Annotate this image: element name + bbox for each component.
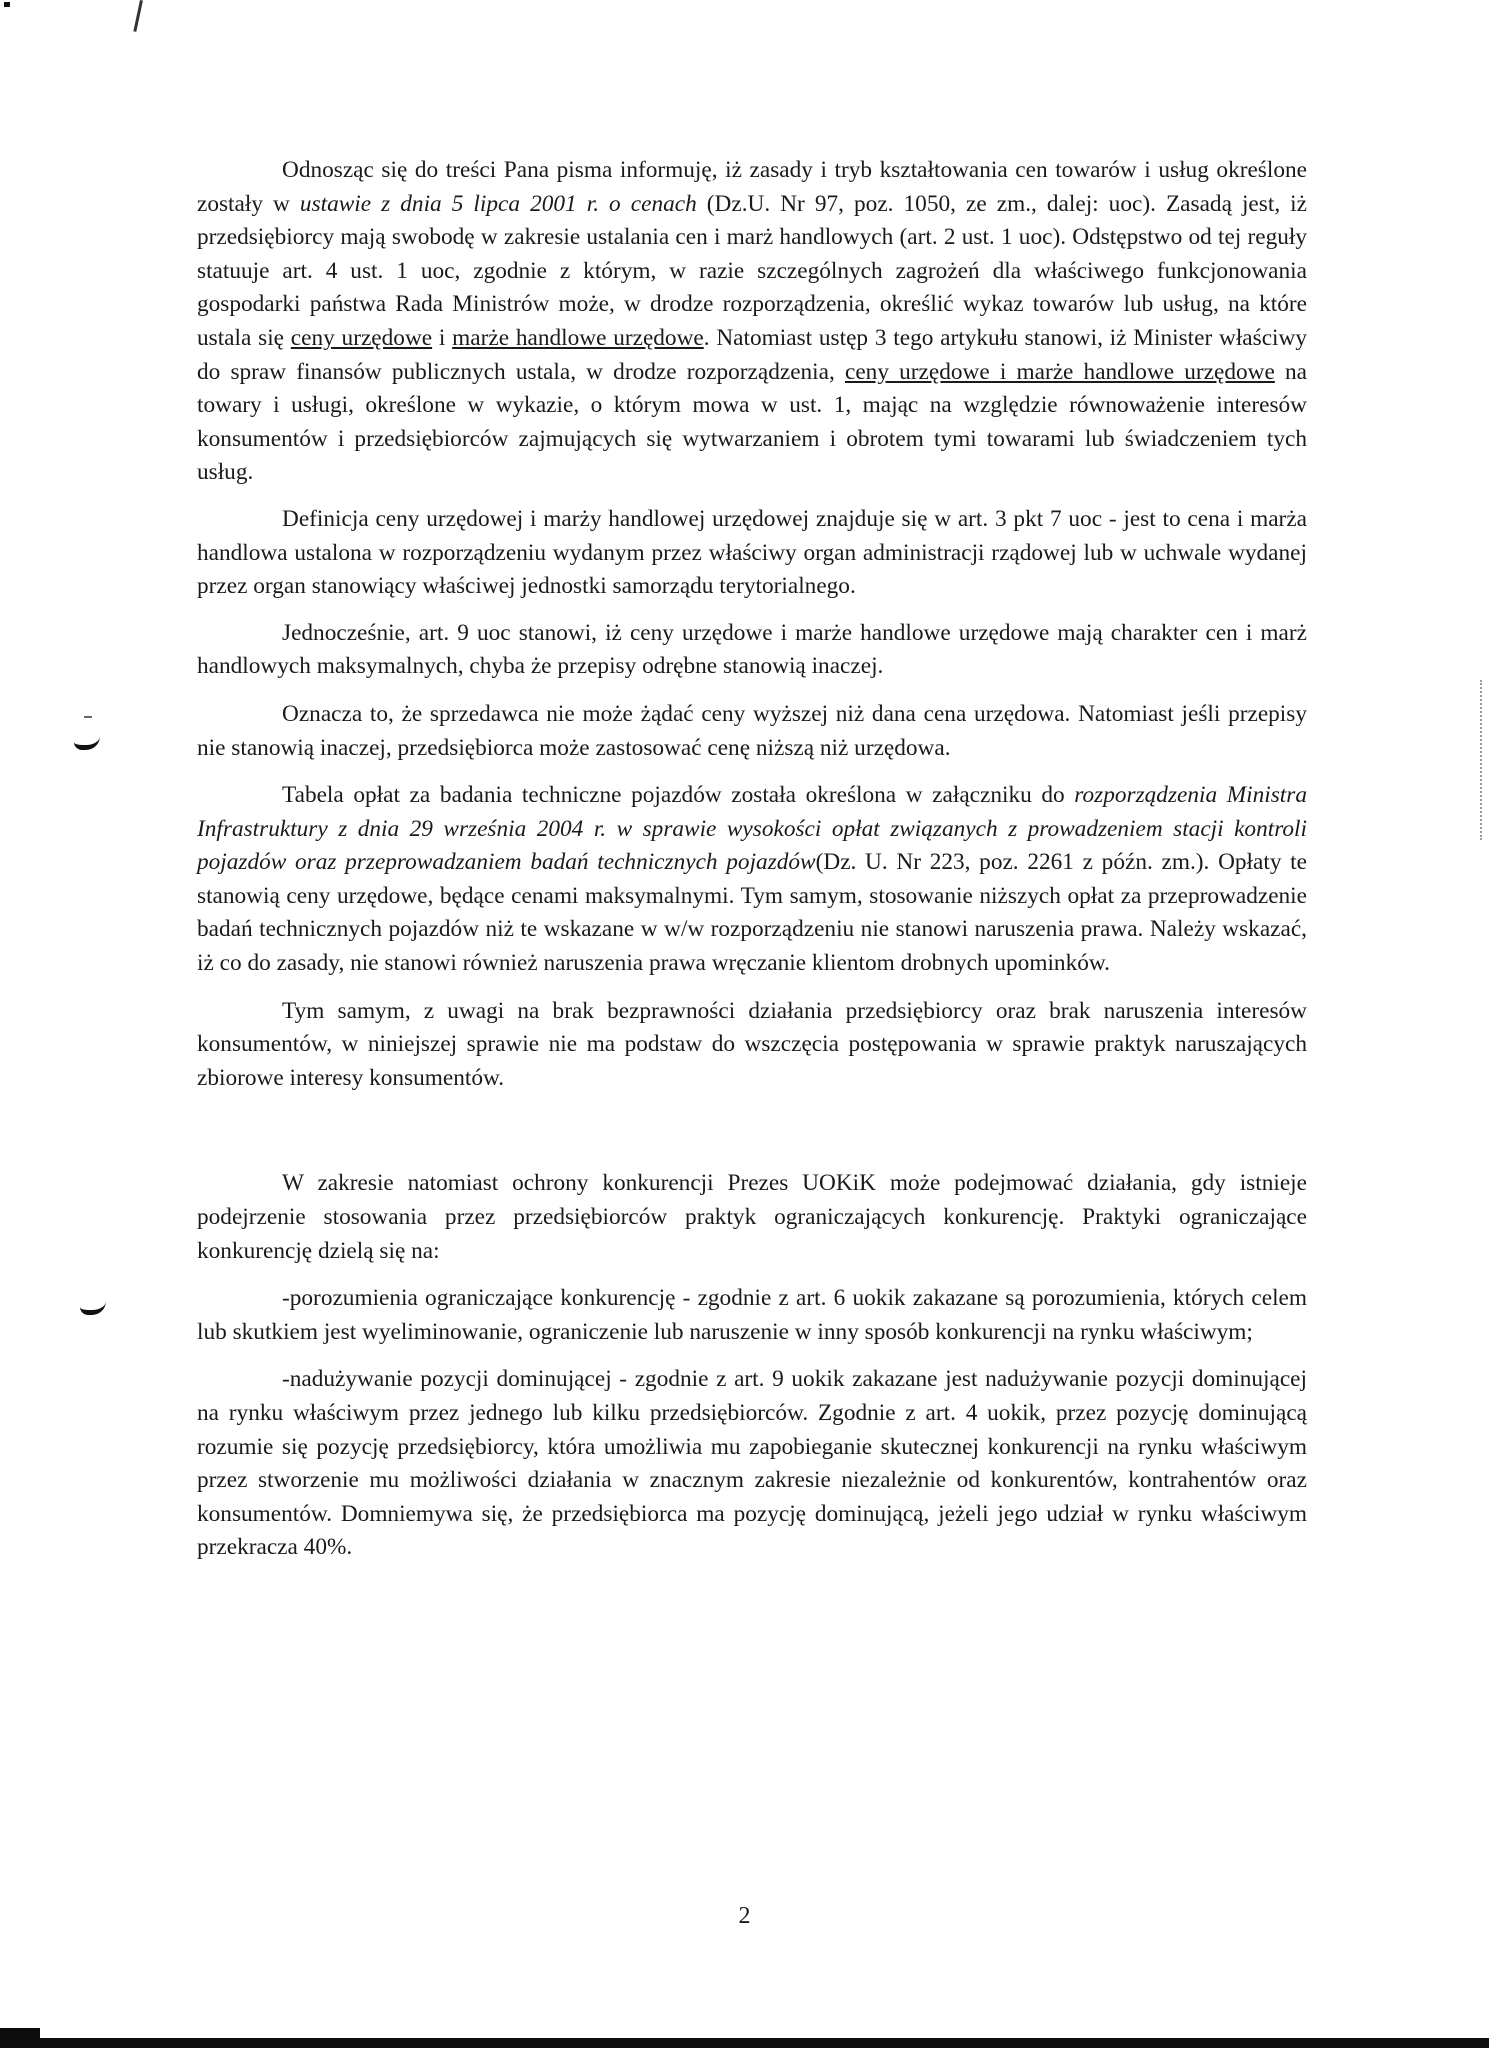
scan-artifact-mark (133, 0, 143, 32)
text-run: -porozumienia ograniczające konkurencję - zgodnie z art. 6 uokik zakazane są porozumienia, których celem lub skutkiem jest wyeliminowanie, ograniczenie lub naruszenie w inny sposób konkurencji na rynku właściwym; (197, 1285, 1307, 1345)
text-run-italic: rozporządzenia Ministra Infrastruktury z dnia 29 września 2004 r. w sprawie wysokości opłat związanych z prowadzeniem stacji kontroli pojazdów oraz przeprowadzaniem badań technicznych pojazdów (197, 782, 1307, 876)
text-run: Tabela opłat za badania techniczne pojazdów została określona w załączniku do (282, 782, 1075, 809)
text-run: Oznacza to, że sprzedawca nie może żądać ceny wyższej niż dana cena urzędowa. Natomiast jeśli przepisy nie stanowią inaczej, przedsiębiorca może zastosować cenę niższą niż urzędowa. (197, 700, 1307, 761)
text-run: -nadużywanie pozycji dominującej - zgodnie z art. 9 uokik zakazane jest nadużywanie pozycji dominującej na rynku właściwym przez jednego lub kilku przedsiębiorców. Zgodnie z art. 4 uokik, przez pozycję dominującą rozumie się pozycję przedsiębiorcy, która umożliwia mu zapobieganie skutecznej konkurencji na rynku właściwym przez stworzenie mu możliwości działania w znacznym zakresie niezależnie od konkurentów, kontrahentów oraz konsumentów. Domniemywa się, że przedsiębiorca ma pozycję dominującą, jeżeli jego udział w rynku właściwym przekracza 40%. (197, 1366, 1307, 1561)
text-run: na towary i usługi, określone w wykazie, o którym mowa w ust. 1, mając na względzie równoważenie interesów konsumentów i przedsiębiorców zajmujących się wytwarzaniem i obrotem tymi towarami lub świadczeniem tych usług. (197, 358, 1307, 486)
paragraph-maximum-prices (197, 617, 1307, 684)
text-run: (Dz.U. Nr 97, poz. 1050, ze zm., dalej: uoc). Zasadą jest, iż przedsiębiorcy mają swobodę w zakresie ustalania cen i marż handlowych (art. 2 ust. 1 uoc). Odstępstwo od tej reguły statuuje art. 4 ust. 1 uoc, zgodnie z którym, w razie szczególnych zagrożeń dla właściwego funkcjonowania gospodarki państwa Rada Ministrów może, w drodze rozporządzenia, określić wykaz towarów lub usług, na które ustala się (197, 190, 1307, 351)
paragraph-dominant-position (197, 1363, 1307, 1565)
paragraph-vehicle-inspection-fees (197, 779, 1307, 981)
text-run-underlined: ceny urzędowe (290, 324, 433, 351)
document-body (197, 154, 1307, 1565)
paragraph-agreements (197, 1282, 1307, 1349)
text-run-underlined: ceny urzędowe i marże handlowe urzędowe (844, 358, 1275, 385)
text-run: Odnosząc się do treści Pana pisma informuję, iż zasady i tryb kształtowania cen towarów i usług określone zostały w (197, 157, 1307, 217)
text-run: Tym samym, z uwagi na brak bezprawności działania przedsiębiorcy oraz brak naruszenia interesów konsumentów, w niniejszej sprawie nie ma podstaw do wszczęcia postępowania w sprawie praktyk naruszających zbiorowe interesy konsumentów. (197, 997, 1307, 1091)
text-run: i (432, 324, 453, 351)
text-run: W zakresie natomiast ochrony konkurencji Prezes UOKiK może podejmować działania, gdy istnieje podejrzenie stosowania przez przedsiębiorców praktyk ograniczających konkurencję. Praktyki ograniczające konkurencję dzielą się na: (197, 1170, 1307, 1264)
text-run: (Dz. U. Nr 223, poz. 2261 z późn. zm.). Opłaty te stanowią ceny urzędowe, będące cenami maksymalnymi. Tym samym, stosowanie niższych opłat za przeprowadzenie badań technicznych pojazdów niż te wskazane w w/w rozporządzeniu nie stanowi naruszenia prawa. Należy wskazać, iż co do zasady, nie stanowi również naruszenia prawa wręczanie klientom drobnych upominków. (197, 849, 1307, 977)
text-run-italic: ustawie z dnia 5 lipca 2001 r. o cenach (299, 190, 697, 217)
paragraph-seller-pricing (197, 698, 1307, 765)
scan-artifact-edge (1480, 680, 1484, 840)
paragraph-competition-protection (197, 1167, 1307, 1268)
text-run-underlined: marże handlowe urzędowe (452, 324, 704, 351)
paragraph-official-price-definition (197, 503, 1307, 604)
scan-artifact-tick (74, 735, 100, 750)
text-run: Jednocześnie, art. 9 uoc stanowi, iż ceny urzędowe i marże handlowe urzędowe mają charakter cen i marż handlowych maksymalnych, chyba że przepisy odrębne stanowią inaczej. (197, 619, 1307, 680)
scan-artifact-tick (80, 1300, 106, 1315)
scan-artifact-bottom-edge (0, 2038, 1489, 2048)
text-run: Definicja ceny urzędowej i marży handlowej urzędowej znajduje się w art. 3 pkt 7 uoc - jest to cena i marża handlowa ustalona w rozporządzeniu wydanym przez właściwy organ administracji rządowej lub w uchwale wydanej przez organ stanowiący właściwej jednostki samorządu terytorialnego. (197, 505, 1307, 600)
paragraph-no-proceedings (197, 995, 1307, 1096)
scan-artifact-dot (4, 2, 10, 7)
page-number: 2 (738, 1903, 751, 1929)
text-run: . Natomiast ustęp 3 tego artykułu stanowi, iż Minister właściwy do spraw finansów publicznych ustala, w drodze rozporządzenia, (197, 324, 1307, 385)
scan-artifact-dash (84, 716, 92, 718)
paragraph-prices-law (197, 154, 1307, 490)
